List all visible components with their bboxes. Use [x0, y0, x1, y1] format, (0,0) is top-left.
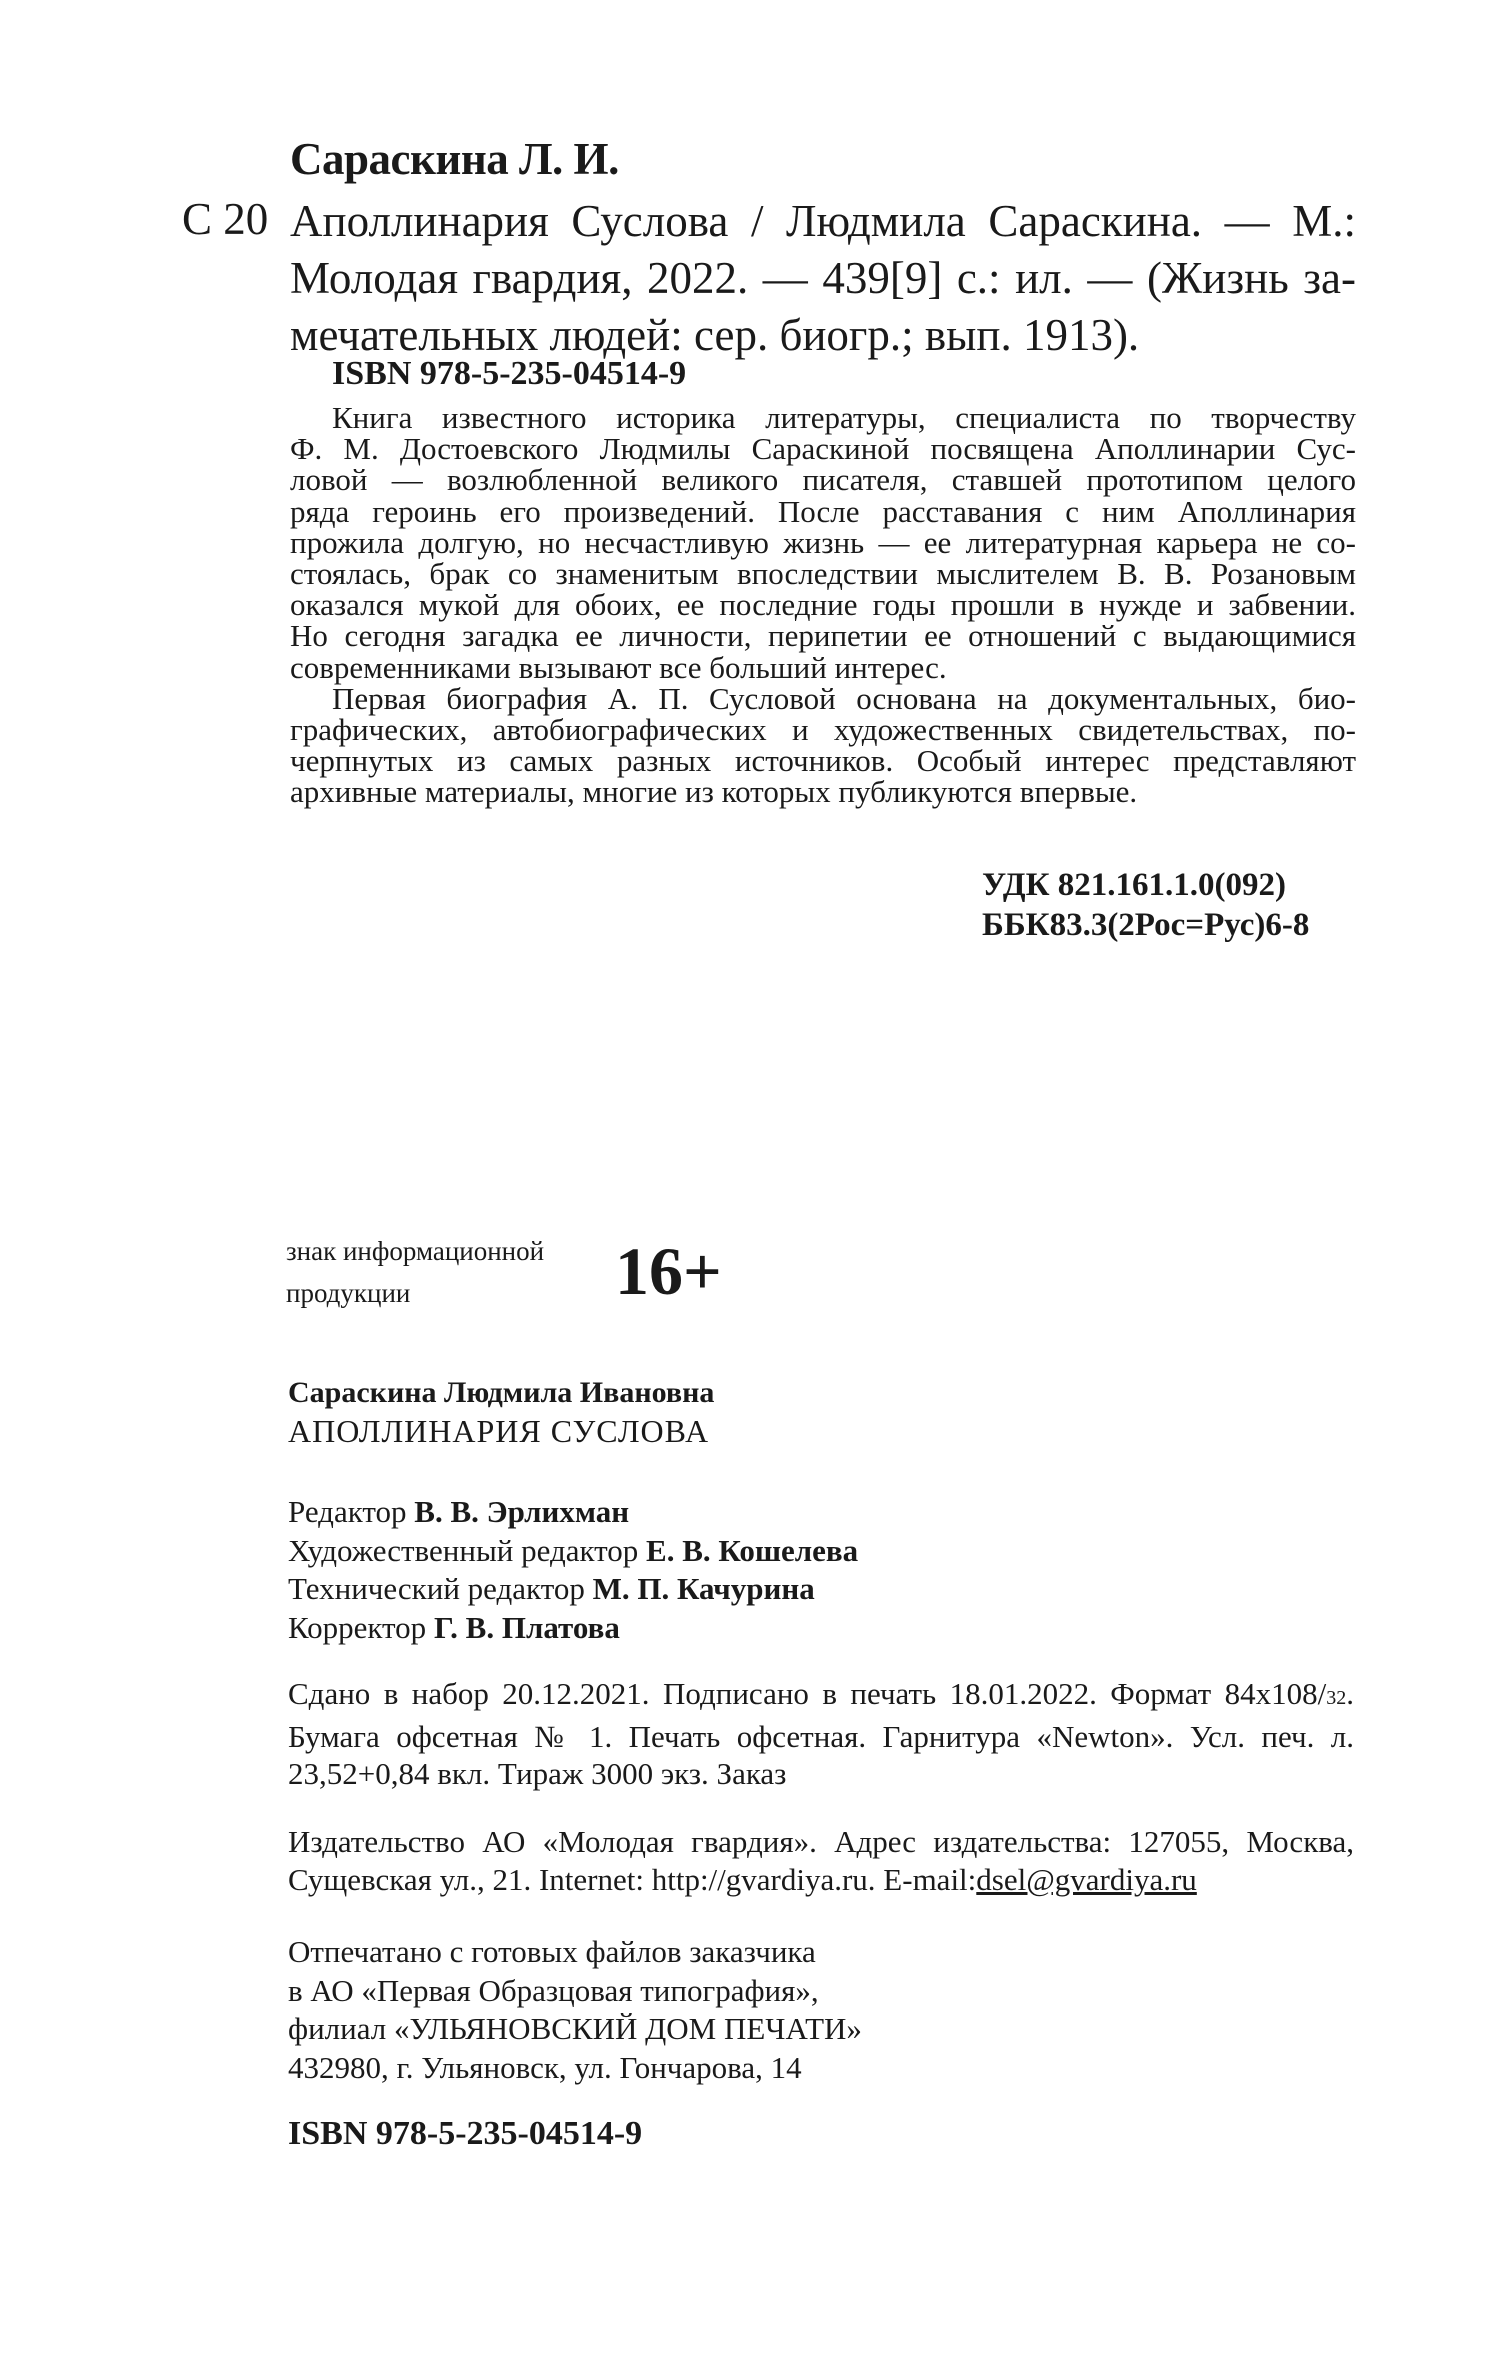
staff-name: Е. В. Кошелева — [646, 1532, 859, 1568]
age-sign-label-line: знак информационной — [286, 1236, 545, 1266]
print-info-line: 23,52+0,84 вкл. Тираж 3000 экз. Заказ — [288, 1756, 787, 1791]
print-information — [288, 1675, 1354, 1793]
print-info-text: Сдано в набор 20.12.2021. Подписано в печать 18.01.2022. Формат 84х108/ — [288, 1676, 1327, 1711]
print-info-line — [288, 1675, 1354, 1718]
book-credits — [288, 1374, 714, 1450]
printer-line: 432980, г. Ульяновск, ул. Гончарова, 14 — [288, 2049, 802, 2085]
age-rating-value: 16+ — [615, 1233, 722, 1309]
printer-line: Отпечатано с готовых файлов заказчика — [288, 1934, 816, 1969]
annotation-line: стоялась, брак со знаменитым впоследствии мыслителем В. В. Розановым — [290, 556, 1356, 592]
annotation-line: современниками вызывают все больший интерес. — [290, 649, 947, 685]
staff-name: М. П. Качурина — [592, 1571, 815, 1606]
bbk-code: ББК83.3(2Рос=Рус)6-8 — [982, 907, 1310, 943]
isbn-bottom: ISBN 978-5-235-04514-9 — [288, 2115, 643, 2152]
print-info-end: . — [1346, 1676, 1354, 1711]
classification-codes — [982, 865, 1309, 945]
library-code: С 20 — [182, 194, 269, 244]
age-sign-label — [286, 1230, 544, 1314]
book-title: АПОЛЛИНАРИЯ СУСЛОВА — [288, 1413, 710, 1449]
print-info-line: Бумага офсетная № 1. Печать офсетная. Гарнитура «Newton». Усл. печ. л. — [288, 1718, 1354, 1754]
staff-role: Корректор — [288, 1609, 427, 1645]
author-heading: Сараскина Л. И. — [290, 134, 619, 184]
editorial-staff — [288, 1493, 858, 1647]
publisher-address: Сущевская ул., 21. Internet: http://gvardiya.ru. E-mail: — [288, 1862, 977, 1897]
publisher-line — [288, 1861, 1354, 1899]
bibliographic-line: мечательных людей: сер. биогр.; вып. 1913). — [290, 310, 1140, 360]
staff-role: Технический редактор — [288, 1571, 585, 1606]
publisher-info — [288, 1823, 1354, 1899]
udk-code: УДК 821.161.1.0(092) — [982, 867, 1286, 903]
annotation-line: прожила долгую, но несчастливую жизнь — ее литературная карьера не со- — [290, 524, 1356, 560]
staff-role: Художественный редактор — [288, 1532, 639, 1568]
publisher-line: Издательство АО «Молодая гвардия». Адрес издательства: 127055, Москва, — [288, 1824, 1354, 1859]
staff-row — [288, 1493, 858, 1532]
staff-row — [288, 1570, 858, 1609]
annotation-line: архивные материалы, многие из которых публикуются впервые. — [290, 774, 1138, 810]
printer-line: филиал «УЛЬЯНОВСКИЙ ДОМ ПЕЧАТИ» — [288, 2011, 862, 2046]
isbn-top: ISBN 978-5-235-04514-9 — [332, 355, 687, 392]
bibliographic-line: Молодая гвардия, 2022. — 439[9] с.: ил. — (Жизнь за- — [290, 253, 1356, 303]
bibliographic-description — [290, 193, 1356, 364]
annotation-line: Ф. М. Достоевского Людмилы Сараскиной посвящена Аполлинарии Сус- — [290, 431, 1356, 467]
format-fraction: 32 — [1326, 1687, 1347, 1709]
annotation-line: Первая биография А. П. Сусловой основана на документальных, био- — [332, 680, 1356, 716]
staff-row — [288, 1609, 858, 1648]
annotation-line: графических, автобиографических и художественных свидетельствах, по- — [290, 712, 1356, 748]
email-link[interactable]: dsel@gvardiya.ru — [976, 1862, 1197, 1897]
age-sign-label-line: продукции — [286, 1278, 411, 1308]
staff-name: Г. В. Платова — [433, 1609, 620, 1645]
annotation — [290, 402, 1356, 808]
staff-name: В. В. Эрлихман — [414, 1494, 630, 1529]
staff-role: Редактор — [288, 1494, 407, 1529]
author-full-name: Сараскина Людмила Ивановна — [288, 1376, 715, 1409]
annotation-line: ловой — возлюбленной великого писателя, ставшей прототипом целого — [290, 462, 1356, 498]
staff-row — [288, 1532, 858, 1571]
printer-info — [288, 1933, 862, 2087]
annotation-line: Но сегодня загадка ее личности, перипетии ее отношений с выдающимися — [290, 618, 1356, 654]
annotation-line: Книга известного историка литературы, специалиста по творчеству — [332, 400, 1356, 435]
bibliographic-line: Аполлинария Суслова / Людмила Сараскина. — М.: — [290, 196, 1356, 246]
annotation-line: оказался мукой для обоих, ее последние годы прошли в нужде и забвении. — [290, 587, 1356, 623]
annotation-line: черпнутых из самых разных источников. Особый интерес представляют — [290, 743, 1356, 779]
annotation-line: ряда героинь его произведений. После расставания с ним Аполлинария — [290, 493, 1356, 529]
printer-line: в АО «Первая Образцовая типография», — [288, 1972, 819, 2008]
